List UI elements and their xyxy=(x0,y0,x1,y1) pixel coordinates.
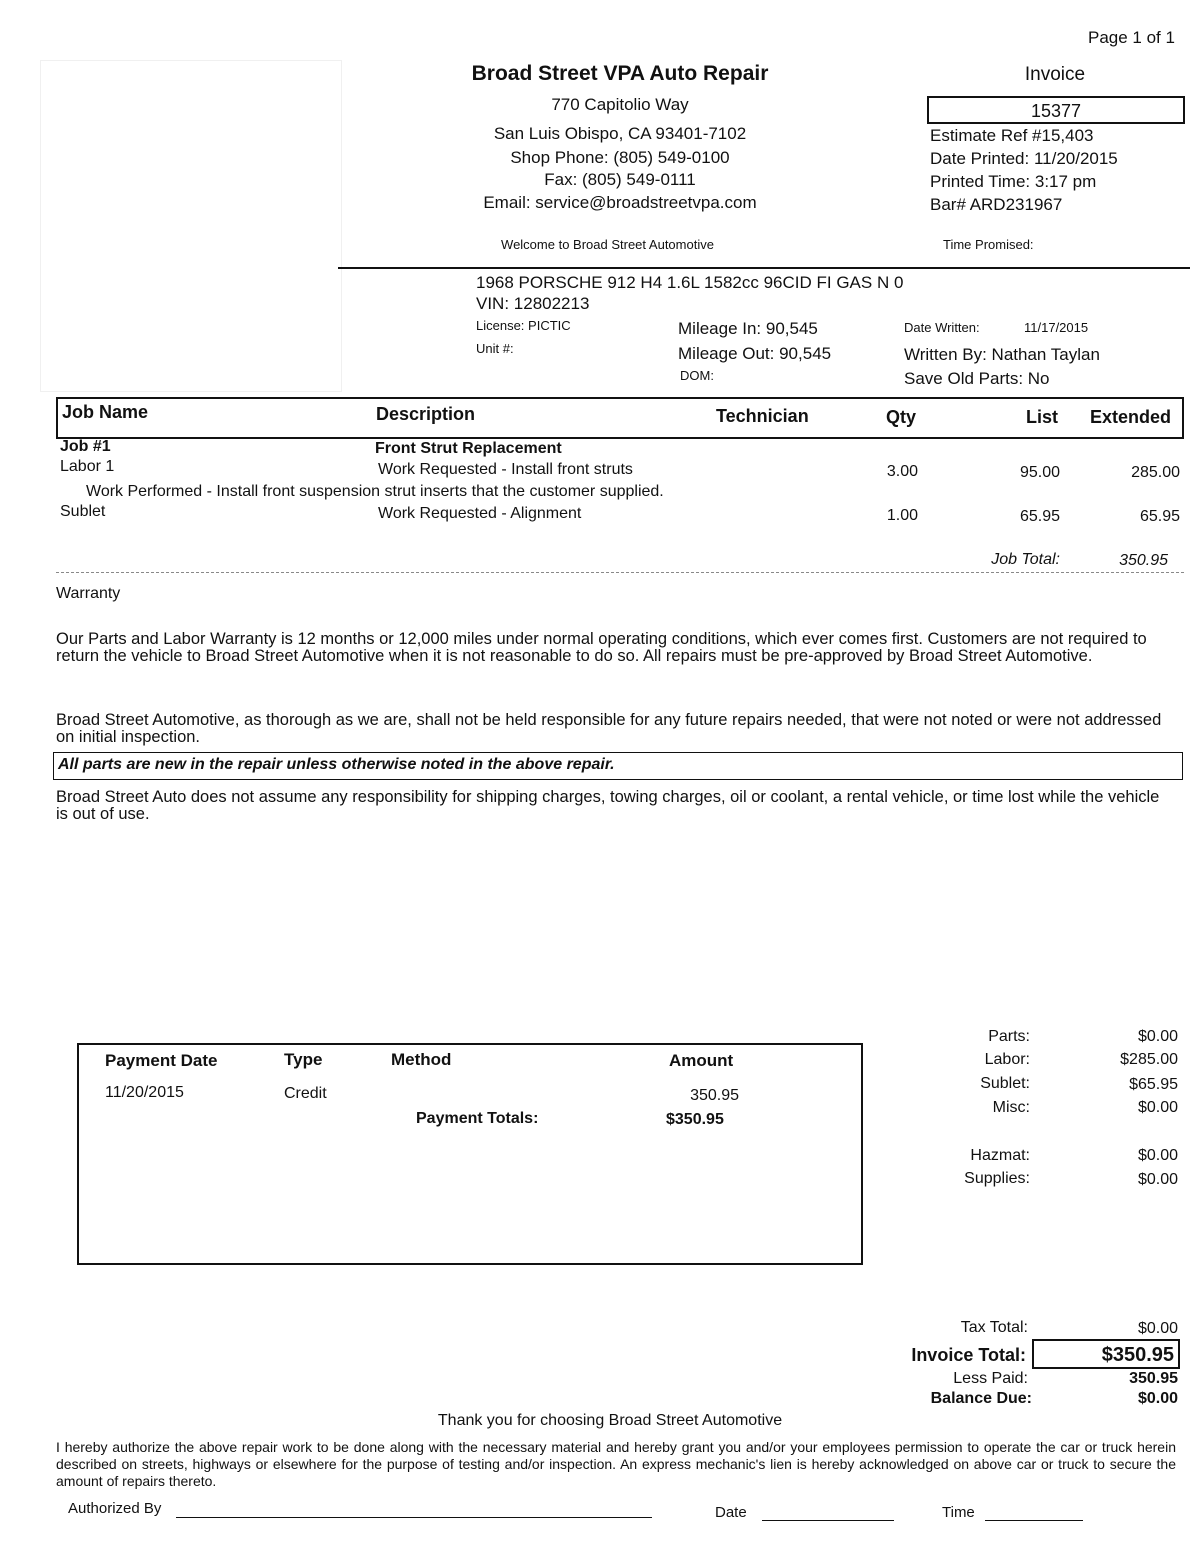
date-printed: Date Printed: 11/20/2015 xyxy=(930,149,1118,168)
sublet-value: $65.95 xyxy=(1129,1076,1178,1093)
written-by: Written By: Nathan Taylan xyxy=(904,345,1100,364)
payment-col-type: Type xyxy=(284,1050,323,1069)
col-job-name: Job Name xyxy=(62,402,149,422)
invoice-total-value: $350.95 xyxy=(1101,1344,1174,1366)
authorized-by-label: Authorized By xyxy=(68,1500,162,1517)
parts-value: $0.00 xyxy=(1137,1028,1178,1045)
payment-box xyxy=(77,1043,863,1265)
shop-name: Broad Street VPA Auto Repair xyxy=(471,62,769,85)
payment-col-method: Method xyxy=(391,1050,452,1069)
labor-label: Labor: xyxy=(984,1051,1030,1068)
estimate-ref: Estimate Ref #15,403 xyxy=(930,126,1094,145)
payment-col-date: Payment Date xyxy=(105,1051,218,1070)
table-row-list: 65.95 xyxy=(1019,508,1060,525)
balance-due-value: $0.00 xyxy=(1137,1390,1178,1407)
page-number: Page 1 of 1 xyxy=(1088,28,1175,47)
unit-number: Unit #: xyxy=(476,341,514,356)
warranty-paragraph-1: Our Parts and Labor Warranty is 12 months or 12,000 miles under normal operating conditions, which ever comes first. Customers are not required to return the vehicle to Broad Street Automotive when it is not reasonable to do so. All repairs must be pre-approved by Broad Street Automotive. xyxy=(56,630,1147,665)
bar-number: Bar# ARD231967 xyxy=(930,195,1063,214)
shop-fax: Fax: (805) 549-0111 xyxy=(544,170,696,189)
vehicle-description: 1968 PORSCHE 912 H4 1.6L 1582cc 96CID FI GAS N 0 xyxy=(476,273,904,292)
authorized-by-signature-line xyxy=(176,1517,652,1518)
date-line xyxy=(762,1520,894,1521)
dom: DOM: xyxy=(680,368,714,383)
labor-value: $285.00 xyxy=(1120,1051,1178,1068)
receipt-bleed xyxy=(40,60,342,392)
table-row-name: Labor 1 xyxy=(60,458,115,475)
misc-label: Misc: xyxy=(992,1099,1030,1116)
sublet-label: Sublet: xyxy=(980,1075,1030,1092)
col-extended: Extended xyxy=(1090,407,1172,427)
work-performed: Work Performed - Install front suspension strut inserts that the customer supplied. xyxy=(86,483,664,500)
header-divider xyxy=(338,267,1190,269)
table-row-qty: 1.00 xyxy=(886,507,918,524)
mileage-in: Mileage In: 90,545 xyxy=(678,319,818,338)
shop-address-line1: 770 Capitolio Way xyxy=(551,95,689,114)
table-row-qty: 3.00 xyxy=(886,463,918,480)
warranty-paragraph-2: Broad Street Automotive, as thorough as we are, shall not be held responsible for any future repairs needed, that were not noted or were not addressed on initial inspection. xyxy=(56,711,1162,746)
table-row-list: 95.00 xyxy=(1019,464,1060,481)
invoice-number-box xyxy=(927,96,1185,124)
col-description: Description xyxy=(376,404,476,424)
shop-email: Email: service@broadstreetvpa.com xyxy=(483,193,757,212)
warranty-heading: Warranty xyxy=(56,585,121,602)
save-old-parts: Save Old Parts: No xyxy=(904,369,1050,388)
invoice-total-label: Invoice Total: xyxy=(911,1345,1026,1365)
time-line xyxy=(985,1520,1083,1521)
job-total-value: 350.95 xyxy=(1119,552,1168,569)
invoice-number: 15377 xyxy=(1030,101,1082,121)
balance-due-label: Balance Due: xyxy=(930,1390,1032,1407)
date-written: 11/17/2015 xyxy=(1024,320,1089,335)
supplies-value: $0.00 xyxy=(1137,1171,1178,1188)
shop-address-line2: San Luis Obispo, CA 93401-7102 xyxy=(493,124,747,143)
time-promised: Time Promised: xyxy=(943,237,1034,252)
payment-col-amount: Amount xyxy=(669,1051,734,1070)
tax-total-label: Tax Total: xyxy=(960,1319,1028,1336)
job-title: Job #1 xyxy=(60,438,111,455)
misc-value: $0.00 xyxy=(1137,1099,1178,1116)
warranty-paragraph-3: Broad Street Auto does not assume any responsibility for shipping charges, towing charges, oil or coolant, a rental vehicle, or time lost while the vehicle is out of use. xyxy=(56,788,1160,823)
license: License: PICTIC xyxy=(476,318,571,333)
welcome-text: Welcome to Broad Street Automotive xyxy=(501,237,714,252)
col-list: List xyxy=(1026,407,1059,427)
shop-phone: Shop Phone: (805) 549-0100 xyxy=(510,148,730,167)
time-label: Time xyxy=(942,1504,975,1521)
less-paid-value: 350.95 xyxy=(1129,1370,1178,1387)
table-row-desc: Work Requested - Alignment xyxy=(378,505,582,522)
parts-notice: All parts are new in the repair unless otherwise noted in the above repair. xyxy=(58,756,615,773)
payment-row-amount: 350.95 xyxy=(690,1087,739,1104)
hazmat-value: $0.00 xyxy=(1137,1147,1178,1164)
job-table-header xyxy=(56,397,1184,439)
job-divider xyxy=(56,572,1184,573)
supplies-label: Supplies: xyxy=(964,1170,1030,1187)
notice-box xyxy=(53,752,1183,780)
less-paid-label: Less Paid: xyxy=(953,1370,1028,1387)
table-row-extended: 65.95 xyxy=(1139,508,1180,525)
job-total-label: Job Total: xyxy=(991,551,1060,568)
parts-label: Parts: xyxy=(988,1028,1030,1045)
table-row-name: Sublet xyxy=(60,503,106,520)
payment-totals-value: $350.95 xyxy=(666,1111,724,1128)
invoice-total-box xyxy=(1032,1339,1180,1369)
tax-total-value: $0.00 xyxy=(1137,1320,1178,1337)
payment-row-type: Credit xyxy=(284,1085,327,1102)
payment-totals-label: Payment Totals: xyxy=(416,1110,539,1127)
payment-row-date: 11/20/2015 xyxy=(105,1084,184,1101)
table-row-desc: Work Requested - Install front struts xyxy=(378,461,633,478)
hazmat-label: Hazmat: xyxy=(970,1147,1030,1164)
job-description: Front Strut Replacement xyxy=(375,440,562,457)
mileage-out: Mileage Out: 90,545 xyxy=(678,344,832,363)
authorization-text: I hereby authorize the above repair work to be done along with the necessary material and hereby grant you and/or your employees permission to operate the car or truck herein described on streets, highways or elsewhere for the purpose of testing and/or inspection. An express mechanic's lien is hereby acknowledged on above car or truck to secure the amount of repairs thereto. xyxy=(56,1439,1176,1489)
table-row-extended: 285.00 xyxy=(1131,464,1180,481)
col-qty: Qty xyxy=(886,407,917,427)
col-technician: Technician xyxy=(716,406,809,426)
thank-you: Thank you for choosing Broad Street Automotive xyxy=(437,1412,783,1429)
printed-time: Printed Time: 3:17 pm xyxy=(930,172,1097,191)
invoice-label: Invoice xyxy=(1024,64,1086,85)
date-written-label: Date Written: xyxy=(904,320,980,335)
date-label: Date xyxy=(715,1504,747,1521)
vin: VIN: 12802213 xyxy=(476,294,590,313)
